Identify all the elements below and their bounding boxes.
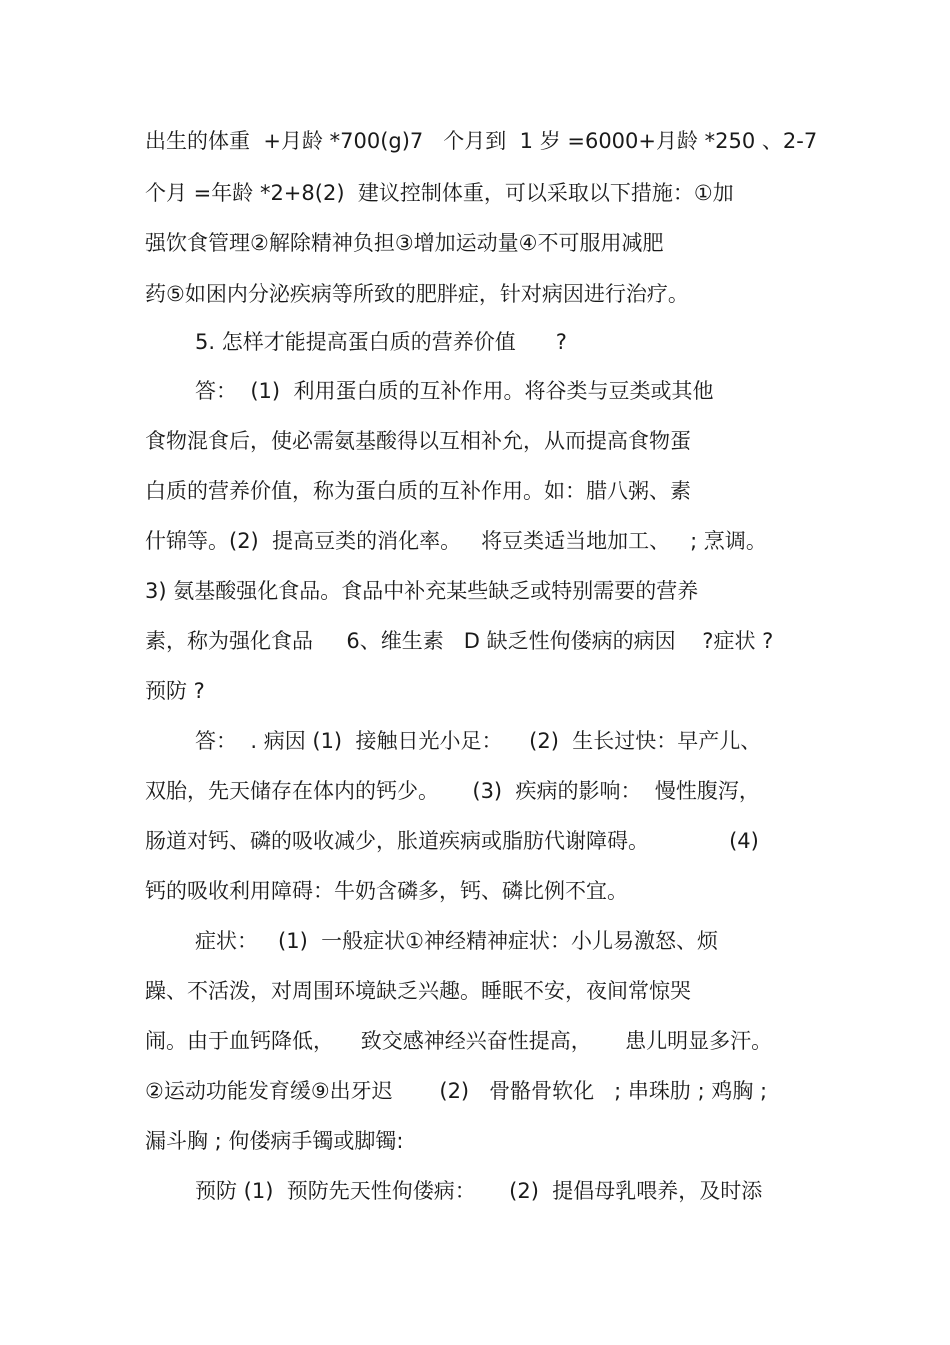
prevention-paragraph-start: 预防 (1) 预防先天性佝偻病： (2) 提倡母乳喂养，及时添 <box>195 1179 763 1203</box>
text-line: 闹。由于血钙降低， 致交感神经兴奋性提高， 患儿明显多汗。 <box>145 1029 773 1053</box>
text-line: 个月 =年龄 *2+8(2) 建议控制体重，可以采取以下措施：①加 <box>145 181 734 205</box>
text-line: 素，称为强化食品 6、维生素 D 缺乏性佝偻病的病因 ?症状 ? <box>145 629 774 653</box>
text-line: 出生的体重 +月龄 *700(g)7 个月到 1 岁 =6000+月龄 *250 、2-7 <box>145 129 818 153</box>
text-line: 预防 ? <box>145 679 205 703</box>
text-line: 食物混食后，使必需氨基酸得以互相补允，从而提高食物蛋 <box>145 429 691 453</box>
text-line: 什锦等。(2) 提高豆类的消化率。 将豆类适当地加工、 ; 烹调。 <box>145 529 767 553</box>
text-line: 双胎，先天储存在体内的钙少。 (3) 疾病的影响： 慢性腹泻， <box>145 779 760 803</box>
text-line: 3) 氨基酸强化食品。食品中补充某些缺乏或特别需要的营养 <box>145 579 699 603</box>
text-line: 漏斗胸 ; 佝偻病手镯或脚镯: <box>145 1129 404 1153</box>
text-line: ②运动功能发育缓⑨出牙迟 (2) 骨骼骨软化 ; 串珠肋 ; 鸡胸 ; <box>145 1079 768 1103</box>
text-line: 肠道对钙、磷的吸收减少，胀道疾病或脂肪代谢障碍。 (4) <box>145 829 759 853</box>
answer-paragraph-start: 答： . 病因 (1) 接触日光小足： (2) 生长过快：早产儿、 <box>195 729 762 753</box>
answer-paragraph-start: 答： (1) 利用蛋白质的互补作用。将谷类与豆类或其他 <box>195 379 714 403</box>
section-heading: 5. 怎样才能提高蛋白质的营养价值 ? <box>195 330 567 354</box>
text-line: 强饮食管理②解除精神负担③增加运动量④不可服用减肥 <box>145 231 664 255</box>
symptoms-paragraph-start: 症状： (1) 一般症状①神经精神症状：小儿易激怒、烦 <box>195 929 718 953</box>
text-line: 躁、不活泼，对周围环境缺乏兴趣。睡眠不安，夜间常惊哭 <box>145 979 691 1003</box>
text-line: 钙的吸收利用障碍：牛奶含磷多，钙、磷比例不宜。 <box>145 879 628 903</box>
text-line: 药⑤如困内分泌疾病等所致的肥胖症，针对病因进行治疗。 <box>145 282 689 306</box>
text-line: 白质的营养价值，称为蛋白质的互补作用。如：腊八粥、素 <box>145 479 691 503</box>
